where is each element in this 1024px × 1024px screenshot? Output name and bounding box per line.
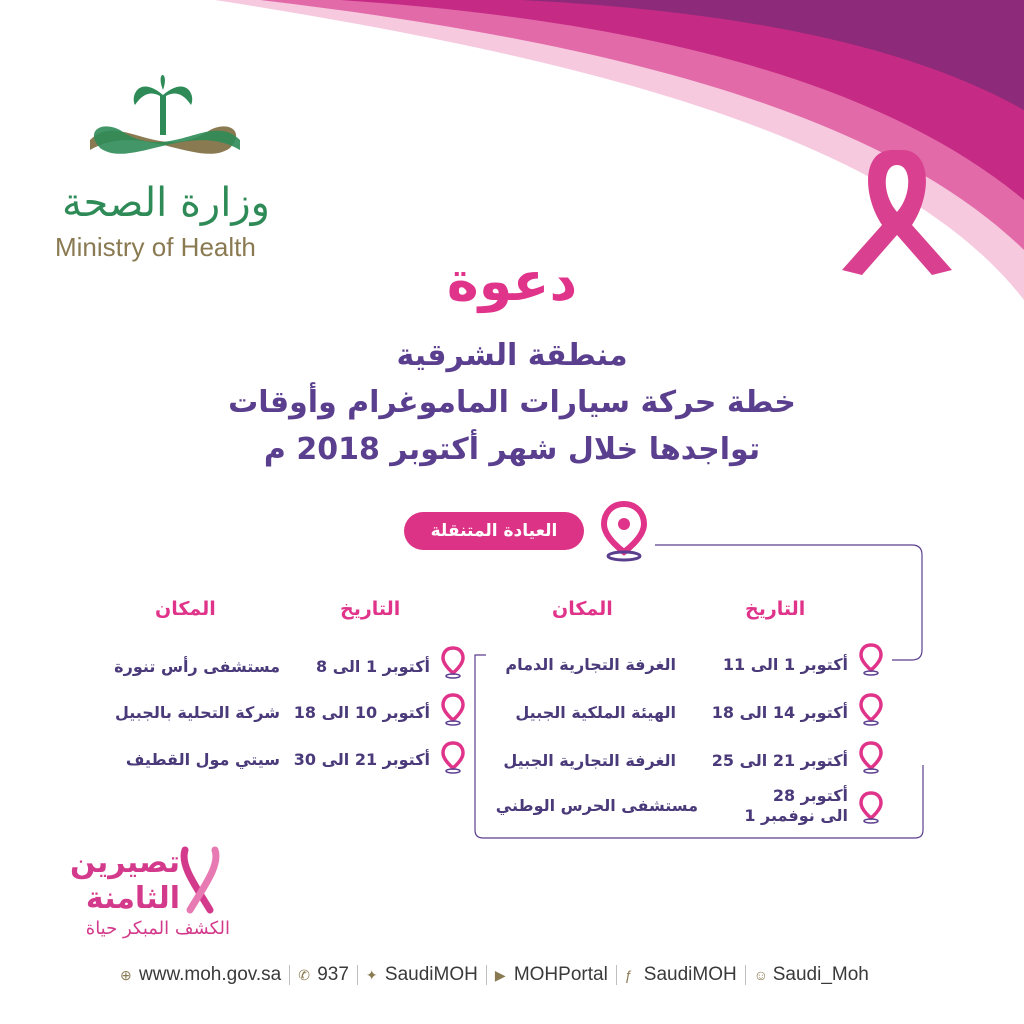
right-row-1-date: أكتوبر 1 الى 11 — [722, 655, 848, 674]
row-pin-icon — [440, 692, 466, 726]
mobile-clinic-label: العيادة المتنقلة — [404, 512, 584, 550]
subtitle-line-3: تواجدها خلال شهر أكتوبر 2018 م — [263, 432, 761, 467]
snapchat-text: Saudi_Moh — [772, 964, 869, 985]
footer-website[interactable] — [120, 964, 281, 986]
campaign-tagline: الكشف المبكر حياة — [85, 918, 230, 939]
facebook-icon: ƒ — [624, 967, 633, 983]
phone-icon: ✆ — [298, 967, 310, 983]
left-date-header: التاريخ — [340, 598, 401, 620]
youtube-text: MOHPortal — [513, 964, 608, 985]
row-pin-icon — [440, 645, 466, 679]
snapchat-icon: ☺ — [753, 967, 769, 983]
right-date-header: التاريخ — [745, 598, 806, 620]
right-row-1-place: الغرفة التجارية الدمام — [505, 655, 676, 674]
left-row-1-place: مستشفى رأس تنورة — [114, 657, 280, 676]
campaign-title — [30, 845, 180, 917]
phone-text: 937 — [317, 964, 349, 985]
facebook-text: SaudiMOH — [643, 964, 737, 985]
ministry-emblem-icon — [80, 70, 250, 175]
footer-divider — [357, 965, 358, 985]
left-place-header: المكان — [155, 598, 216, 620]
footer-links — [120, 962, 920, 988]
right-row-4-place: مستشفى الحرس الوطني — [495, 796, 698, 815]
subtitle-line-1: منطقة الشرقية — [396, 338, 628, 373]
right-row-4-date-line-2: الى نوفمبر 1 — [744, 806, 848, 825]
left-row-2-place: شركة التحلية بالجبيل — [114, 703, 280, 722]
twitter-text: SaudiMOH — [384, 964, 478, 985]
row-pin-icon — [858, 692, 884, 726]
footer-divider — [616, 965, 617, 985]
row-pin-icon — [440, 740, 466, 774]
footer-snapchat[interactable] — [754, 964, 869, 986]
row-pin-icon — [858, 642, 884, 676]
right-row-2-date: أكتوبر 14 الى 18 — [711, 703, 848, 722]
left-row-3-place: سيتي مول القطيف — [125, 750, 280, 769]
footer-twitter[interactable] — [366, 964, 478, 986]
left-row-1-date: أكتوبر 1 الى 8 — [316, 657, 430, 676]
youtube-icon: ▶ — [494, 967, 506, 983]
left-row-2-date: أكتوبر 10 الى 18 — [293, 703, 430, 722]
ministry-name-english: Ministry of Health — [55, 232, 256, 262]
right-row-4-date-line-1: أكتوبر 28 — [772, 786, 848, 805]
website-text: www.moh.gov.sa — [139, 964, 282, 985]
right-row-3-place: الغرفة التجارية الجبيل — [503, 751, 676, 770]
campaign-title-line-2: الثامنة — [85, 881, 180, 916]
row-pin-icon — [858, 740, 884, 774]
right-place-header: المكان — [552, 598, 613, 620]
row-pin-icon — [858, 790, 884, 824]
footer-divider — [745, 965, 746, 985]
page-title: دعوة — [446, 250, 578, 313]
twitter-icon: ✦ — [365, 967, 378, 983]
campaign-title-line-1: تصيرين — [70, 845, 180, 880]
footer-divider — [289, 965, 290, 985]
globe-icon: ⊕ — [120, 967, 132, 983]
right-row-2-place: الهيئة الملكية الجبيل — [515, 703, 676, 722]
ministry-name-arabic: وزارة الصحة — [62, 180, 270, 226]
footer-phone[interactable] — [298, 964, 349, 986]
left-row-3-date: أكتوبر 21 الى 30 — [293, 750, 430, 769]
footer-facebook[interactable] — [625, 964, 737, 986]
footer-divider — [486, 965, 487, 985]
right-row-3-date: أكتوبر 21 الى 25 — [711, 751, 848, 770]
subtitle-line-2: خطة حركة سيارات الماموغرام وأوقات — [228, 385, 796, 420]
footer-youtube[interactable] — [495, 964, 608, 986]
